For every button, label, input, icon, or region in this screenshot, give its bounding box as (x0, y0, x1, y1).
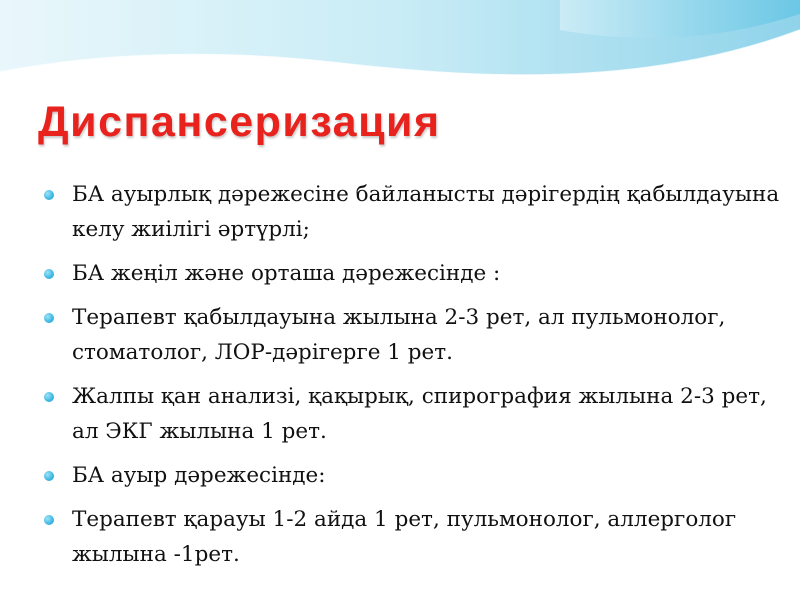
bullet-item (44, 256, 784, 291)
bullet-item (44, 300, 784, 370)
bullet-text: БА ауырлық дәрежесіне байланысты дәрігердің қабылдауына келу жиілігі әртүрлі; (72, 182, 780, 242)
bullet-text: Терапевт қарауы 1-2 айда 1 рет, пульмонолог, аллерголог жылына -1рет. (72, 507, 737, 567)
bullet-dot-icon (44, 313, 54, 323)
bullet-dot-icon (44, 269, 54, 279)
decorative-wave-header (0, 0, 800, 90)
bullet-text: БА жеңіл және орташа дәрежесінде : (72, 261, 501, 286)
bullet-dot-icon (44, 190, 54, 200)
bullet-item (44, 458, 784, 493)
bullet-text: Терапевт қабылдауына жылына 2-3 рет, ал пульмонолог, стоматолог, ЛОР-дәрігерге 1 рет. (72, 305, 726, 365)
bullet-item (44, 177, 784, 247)
bullet-item (44, 379, 784, 449)
bullet-dot-icon (44, 515, 54, 525)
bullet-list (44, 177, 784, 581)
bullet-text: БА ауыр дәрежесінде: (72, 463, 326, 488)
bullet-dot-icon (44, 471, 54, 481)
slide-title: Диспансеризация (38, 98, 441, 146)
bullet-text: Жалпы қан анализі, қақырық, спирография жылына 2-3 рет, ал ЭКГ жылына 1 рет. (72, 384, 767, 444)
bullet-dot-icon (44, 392, 54, 402)
bullet-item (44, 502, 784, 572)
